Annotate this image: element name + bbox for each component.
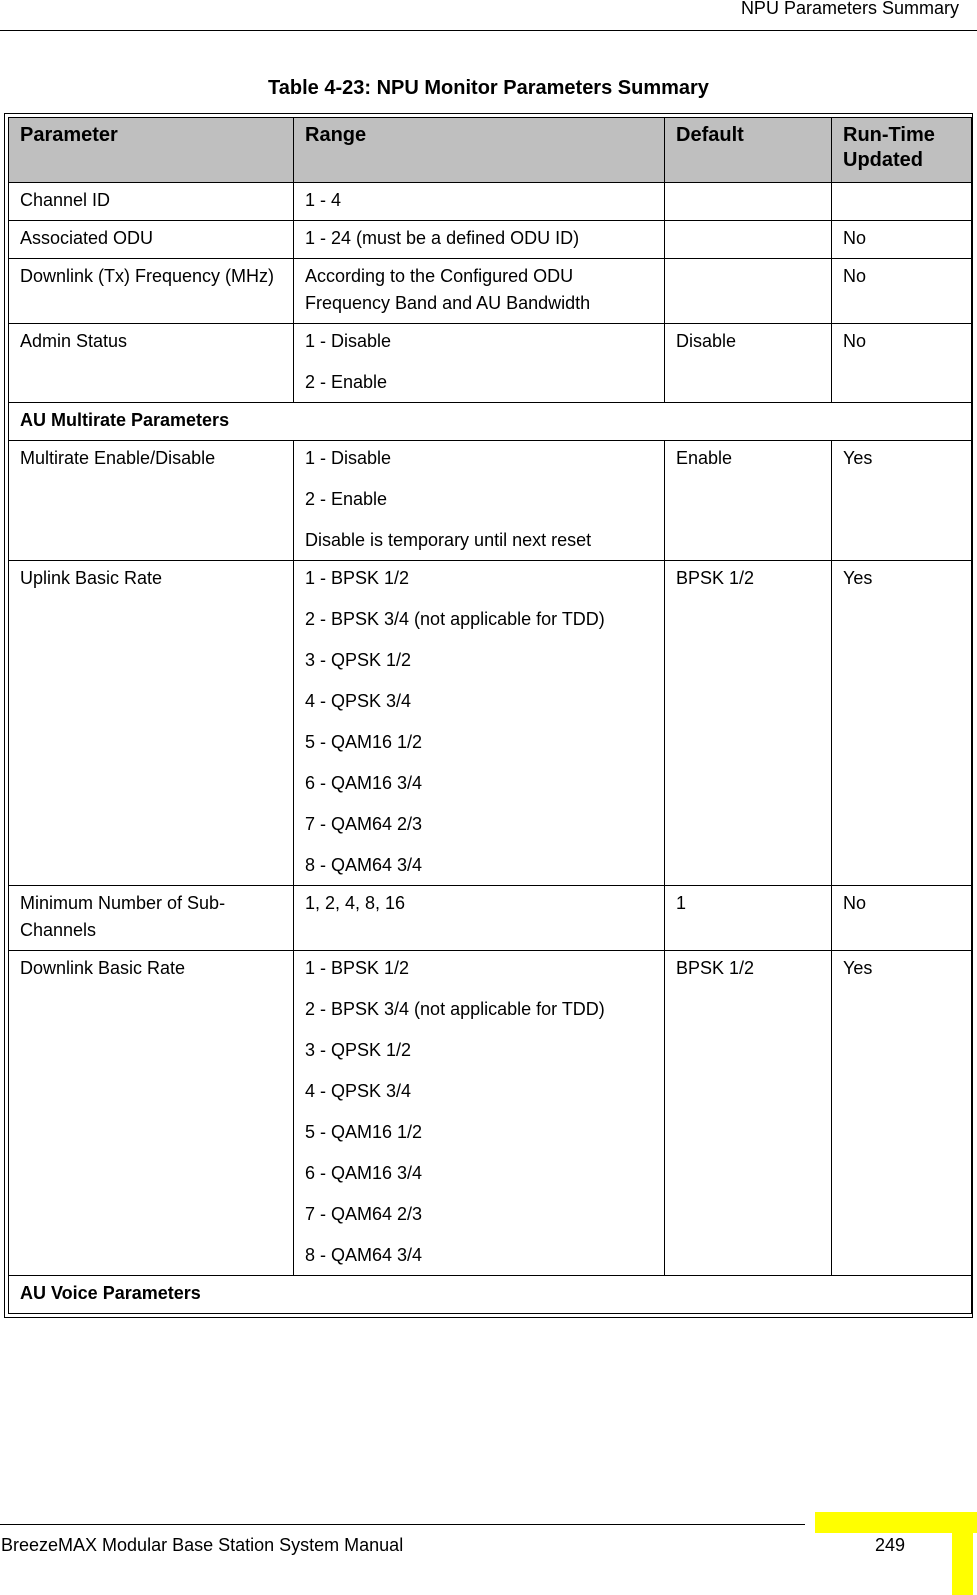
range-option: 2 - BPSK 3/4 (not applicable for TDD) bbox=[305, 609, 605, 629]
range-cell bbox=[294, 183, 665, 221]
default-cell: 1 bbox=[665, 886, 832, 951]
range-option: According to the Configured ODU Frequency Band and AU Bandwidth bbox=[305, 266, 591, 313]
range-option: 1 - BPSK 1/2 bbox=[305, 568, 410, 588]
range-option: 5 - QAM16 1/2 bbox=[305, 732, 423, 752]
range-option: 5 - QAM16 1/2 bbox=[305, 1122, 423, 1142]
table-row bbox=[9, 183, 972, 221]
range-option: 7 - QAM64 2/3 bbox=[305, 814, 423, 834]
header-divider bbox=[0, 30, 977, 31]
updated-cell: No bbox=[832, 324, 972, 403]
table-row bbox=[9, 221, 972, 259]
table-caption: Table 4-23: NPU Monitor Parameters Summary bbox=[268, 77, 709, 99]
table-row bbox=[9, 441, 972, 561]
default-cell: BPSK 1/2 bbox=[665, 561, 832, 886]
range-option: 3 - QPSK 1/2 bbox=[305, 650, 412, 670]
column-header-parameter: Parameter bbox=[9, 118, 294, 183]
range-cell bbox=[294, 561, 665, 886]
updated-cell: Yes bbox=[832, 561, 972, 886]
table-frame bbox=[4, 113, 973, 1318]
range-option: 1 - BPSK 1/2 bbox=[305, 958, 410, 978]
range-option: 3 - QPSK 1/2 bbox=[305, 1040, 412, 1060]
table-header-row bbox=[9, 118, 972, 183]
parameters-table bbox=[8, 117, 972, 1314]
section-heading: AU Voice Parameters bbox=[9, 1276, 972, 1314]
parameter-cell: Associated ODU bbox=[9, 221, 294, 259]
range-cell bbox=[294, 324, 665, 403]
parameter-cell: Minimum Number of Sub-Channels bbox=[9, 886, 294, 951]
range-cell bbox=[294, 259, 665, 324]
table-row bbox=[9, 561, 972, 886]
range-option: 1 - 4 bbox=[305, 190, 342, 210]
range-option: 1 - 24 (must be a defined ODU ID) bbox=[305, 228, 580, 248]
section-row bbox=[9, 403, 972, 441]
range-option: 2 - Enable bbox=[305, 489, 388, 509]
parameter-cell: Multirate Enable/Disable bbox=[9, 441, 294, 561]
default-cell bbox=[665, 221, 832, 259]
default-cell: Disable bbox=[665, 324, 832, 403]
range-option: 2 - Enable bbox=[305, 372, 388, 392]
table-row bbox=[9, 259, 972, 324]
range-option: 1 - Disable bbox=[305, 331, 392, 351]
default-cell: BPSK 1/2 bbox=[665, 951, 832, 1276]
parameter-cell: Channel ID bbox=[9, 183, 294, 221]
range-option: 8 - QAM64 3/4 bbox=[305, 855, 423, 875]
range-option: 1, 2, 4, 8, 16 bbox=[305, 893, 406, 913]
page-tab-marker-side bbox=[952, 1512, 973, 1595]
range-option: 4 - QPSK 3/4 bbox=[305, 1081, 412, 1101]
updated-cell bbox=[832, 183, 972, 221]
column-header-default: Default bbox=[665, 118, 832, 183]
range-option: 6 - QAM16 3/4 bbox=[305, 773, 423, 793]
range-cell bbox=[294, 951, 665, 1276]
table-row bbox=[9, 951, 972, 1276]
page-number: 249 bbox=[875, 1535, 906, 1555]
range-option: 7 - QAM64 2/3 bbox=[305, 1204, 423, 1224]
range-option: 8 - QAM64 3/4 bbox=[305, 1245, 423, 1265]
running-header: NPU Parameters Summary bbox=[740, 0, 959, 18]
parameter-cell: Downlink Basic Rate bbox=[9, 951, 294, 1276]
footer-divider bbox=[0, 1524, 805, 1525]
updated-cell: Yes bbox=[832, 951, 972, 1276]
parameter-cell: Uplink Basic Rate bbox=[9, 561, 294, 886]
parameter-cell: Downlink (Tx) Frequency (MHz) bbox=[9, 259, 294, 324]
range-cell bbox=[294, 441, 665, 561]
default-cell bbox=[665, 259, 832, 324]
column-header-run-time-updated: Run-Time Updated bbox=[832, 118, 972, 183]
table-row bbox=[9, 324, 972, 403]
section-row bbox=[9, 1276, 972, 1314]
table-row bbox=[9, 886, 972, 951]
range-option: 4 - QPSK 3/4 bbox=[305, 691, 412, 711]
manual-title: BreezeMAX Modular Base Station System Manual bbox=[1, 1535, 404, 1555]
range-option: Disable is temporary until next reset bbox=[305, 530, 592, 550]
updated-cell: No bbox=[832, 221, 972, 259]
updated-cell: Yes bbox=[832, 441, 972, 561]
range-option: 2 - BPSK 3/4 (not applicable for TDD) bbox=[305, 999, 605, 1019]
parameter-cell: Admin Status bbox=[9, 324, 294, 403]
range-cell bbox=[294, 886, 665, 951]
default-cell bbox=[665, 183, 832, 221]
range-cell bbox=[294, 221, 665, 259]
default-cell: Enable bbox=[665, 441, 832, 561]
range-option: 1 - Disable bbox=[305, 448, 392, 468]
column-header-range: Range bbox=[294, 118, 665, 183]
section-heading: AU Multirate Parameters bbox=[9, 403, 972, 441]
range-option: 6 - QAM16 3/4 bbox=[305, 1163, 423, 1183]
updated-cell: No bbox=[832, 886, 972, 951]
updated-cell: No bbox=[832, 259, 972, 324]
